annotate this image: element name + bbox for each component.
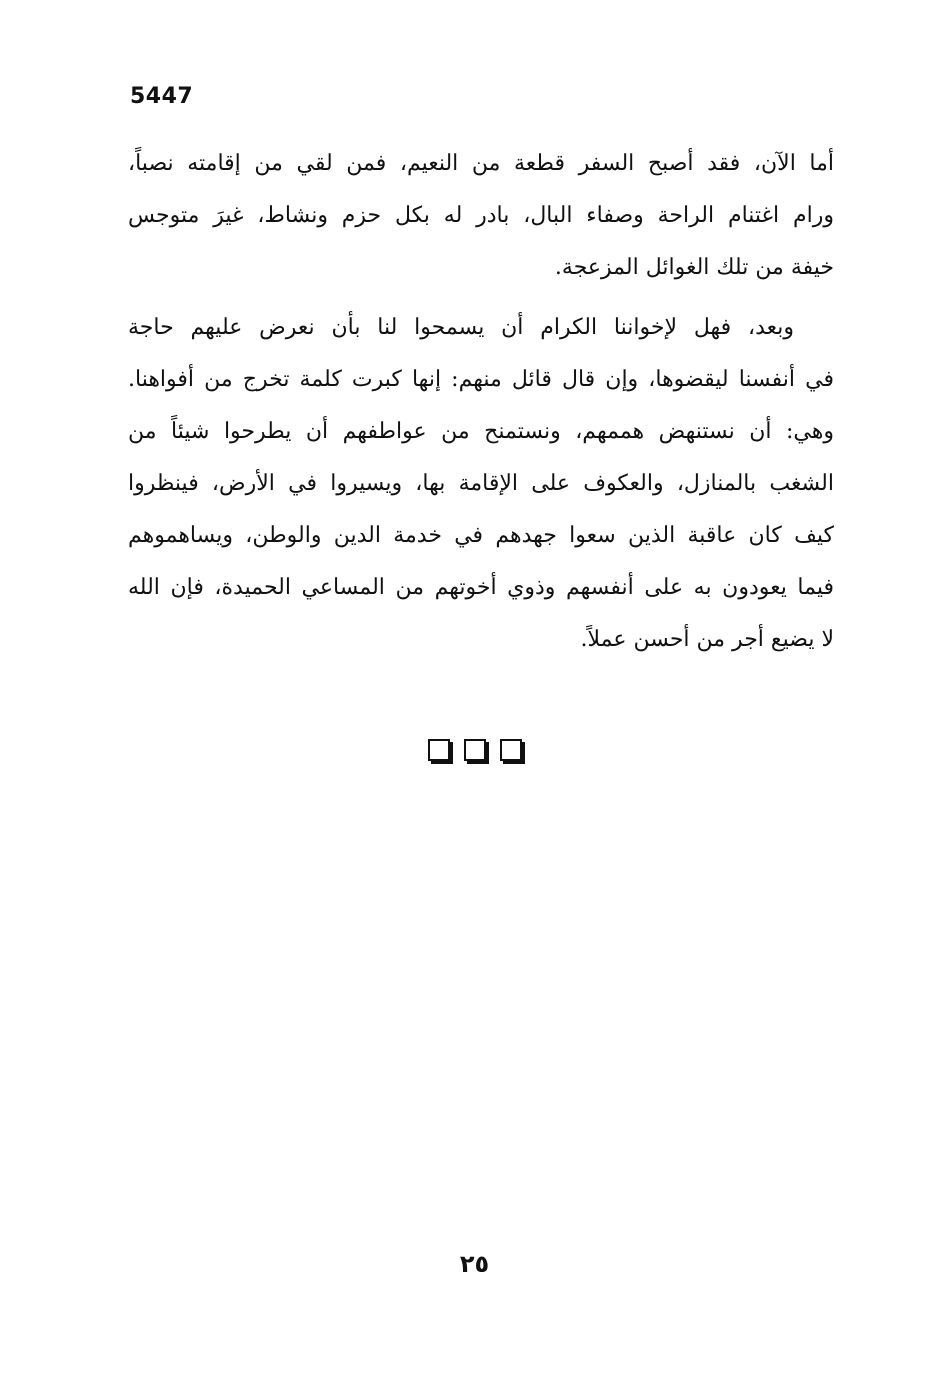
text-line: الشغب بالمنازل، والعكوف على الإقامة بها، ويسيروا في الأرض، فينظروا — [128, 471, 834, 496]
text-line: وبعد، فهل لإخواننا الكرام أن يسمحوا لنا بأن نعرض عليهم حاجة — [128, 315, 794, 340]
text-line: وهي: أن نستنهض هممهم، ونستمنح من عواطفهم أن يطرحوا شيئاً من — [128, 419, 834, 444]
square-icon — [428, 739, 450, 761]
paragraph-1 — [128, 138, 834, 294]
text-line: لا يضيع أجر من أحسن عملاً. — [580, 627, 834, 652]
text-line: أما الآن، فقد أصبح السفر قطعة من النعيم، فمن لقي من إقامته نصباً، — [128, 151, 834, 176]
text-line: كيف كان عاقبة الذين سعوا جهدهم في خدمة الدين والوطن، ويساهموهم — [128, 523, 834, 548]
page-id: 5447 — [130, 84, 194, 109]
text-line: ورام اغتنام الراحة وصفاء البال، بادر له بكل حزم ونشاط، غيرَ متوجس — [128, 203, 834, 228]
text-line: خيفة من تلك الغوائل المزعجة. — [554, 255, 834, 280]
page-number: ٢٥ — [459, 1250, 490, 1278]
body-text — [128, 138, 834, 666]
section-divider — [0, 739, 949, 761]
text-line: فيما يعودون به على أنفسهم وذوي أخوتهم من المساعي الحميدة، فإن الله — [128, 575, 834, 600]
text-line: في أنفسنا ليقضوها، وإن قال قائل منهم: إنها كبرت كلمة تخرج من أفواهنا. — [128, 367, 834, 392]
square-icon — [500, 739, 522, 761]
paragraph-2 — [128, 302, 834, 666]
paragraph-gap — [128, 294, 834, 302]
square-icon — [464, 739, 486, 761]
